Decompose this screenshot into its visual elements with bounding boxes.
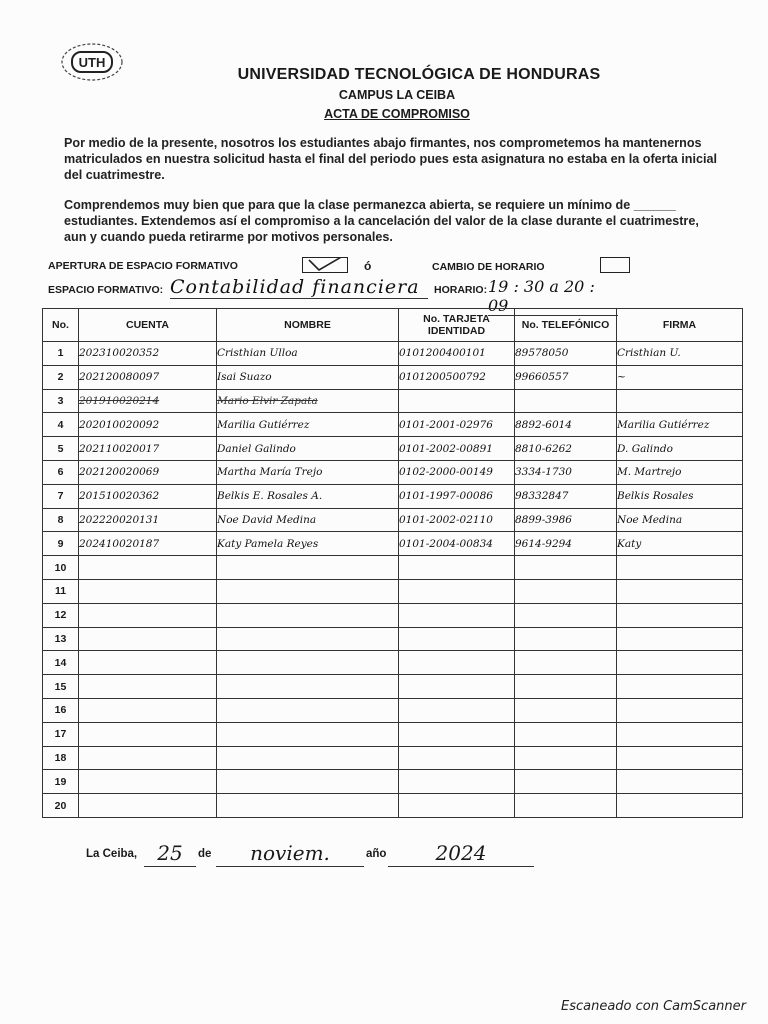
nombre-cell[interactable]: [217, 603, 399, 627]
telefono-cell-text: 3334-1730: [515, 466, 572, 479]
telefono-cell[interactable]: [515, 794, 617, 818]
row-number-text: 20: [54, 799, 67, 812]
check-mark-icon: [303, 258, 347, 272]
students-table-body: [43, 342, 743, 818]
identidad-cell[interactable]: [399, 342, 515, 366]
firma-cell[interactable]: [617, 627, 743, 651]
nombre-cell[interactable]: [217, 532, 399, 556]
nombre-cell[interactable]: [217, 722, 399, 746]
firma-cell-text: Marilia Gutiérrez: [617, 418, 710, 431]
telefono-cell[interactable]: [515, 342, 617, 366]
cuenta-cell-text: 202120020069: [79, 466, 160, 479]
cuenta-cell-text: 201510020362: [79, 490, 160, 503]
cuenta-cell[interactable]: [79, 484, 217, 508]
header-nombre: NOMBRE: [217, 309, 399, 342]
nombre-cell[interactable]: [217, 484, 399, 508]
identidad-cell[interactable]: [399, 651, 515, 675]
telefono-cell-text: 8892-6014: [515, 418, 572, 431]
nombre-cell[interactable]: [217, 627, 399, 651]
cuenta-cell[interactable]: [79, 722, 217, 746]
telefono-cell[interactable]: [515, 651, 617, 675]
row-number: [43, 556, 79, 580]
year-field[interactable]: 2024: [388, 848, 534, 867]
cuenta-cell-text: 202120080097: [79, 371, 160, 384]
row-number-text: 18: [54, 751, 67, 764]
firma-cell[interactable]: [617, 484, 743, 508]
telefono-cell[interactable]: [515, 770, 617, 794]
firma-cell-text: Belkis Rosales: [617, 490, 694, 503]
row-number-text: 11: [54, 585, 67, 598]
table-row: [43, 770, 743, 794]
identidad-cell[interactable]: [399, 770, 515, 794]
nombre-cell[interactable]: [217, 651, 399, 675]
campus-name: CAMPUS LA CEIBA: [338, 88, 456, 102]
row-number: [43, 603, 79, 627]
firma-cell[interactable]: [617, 437, 743, 461]
cuenta-cell[interactable]: [79, 437, 217, 461]
table-row: [43, 651, 743, 675]
nombre-cell-text: Noe David Medina: [217, 513, 317, 526]
identidad-cell[interactable]: [399, 532, 515, 556]
identidad-cell[interactable]: [399, 413, 515, 437]
identidad-cell[interactable]: [399, 389, 515, 413]
table-header-row: [43, 309, 743, 342]
telefono-cell-text: 89578050: [515, 347, 569, 360]
row-number: [43, 342, 79, 366]
firma-cell[interactable]: [617, 651, 743, 675]
nombre-cell[interactable]: [217, 389, 399, 413]
nombre-cell[interactable]: [217, 437, 399, 461]
camscanner-watermark: Escaneado con CamScanner: [560, 999, 746, 1014]
header-no: No.: [43, 309, 79, 342]
row-number-text: 15: [54, 680, 67, 693]
identidad-cell[interactable]: [399, 603, 515, 627]
firma-cell-text: Katy: [617, 537, 642, 550]
nombre-cell[interactable]: [217, 675, 399, 699]
row-number-text: 19: [54, 775, 67, 788]
telefono-cell[interactable]: [515, 460, 617, 484]
row-number-text: 6: [57, 466, 64, 479]
row-number: [43, 651, 79, 675]
telefono-cell[interactable]: [515, 389, 617, 413]
table-row: [43, 746, 743, 770]
row-number-text: 5: [57, 442, 64, 455]
firma-cell-text: D. Galindo: [617, 442, 673, 455]
identidad-cell-text: 0101-1997-00086: [399, 490, 493, 503]
firma-cell[interactable]: [617, 675, 743, 699]
apertura-label: APERTURA DE ESPACIO FORMATIVO: [48, 260, 238, 272]
identidad-cell[interactable]: [399, 437, 515, 461]
identidad-cell[interactable]: [399, 579, 515, 603]
identidad-cell[interactable]: [399, 722, 515, 746]
nombre-cell[interactable]: [217, 698, 399, 722]
de-label: de: [198, 848, 212, 860]
nombre-cell-text: Marilia Gutiérrez: [217, 418, 310, 431]
telefono-cell[interactable]: [515, 722, 617, 746]
table-row: [43, 675, 743, 699]
table-row: [43, 365, 743, 389]
table-row: [43, 389, 743, 413]
header-firma: FIRMA: [617, 309, 743, 342]
telefono-cell[interactable]: [515, 627, 617, 651]
horario-field[interactable]: 19 : 30 a 20 : 09: [488, 277, 618, 316]
horario-label: HORARIO:: [434, 284, 488, 296]
cuenta-cell-text: 202220020131: [79, 513, 160, 526]
header-identidad: No. TARJETA IDENTIDAD: [399, 309, 515, 342]
nombre-cell[interactable]: [217, 770, 399, 794]
firma-cell[interactable]: [617, 770, 743, 794]
table-row: [43, 460, 743, 484]
cuenta-cell[interactable]: [79, 675, 217, 699]
cuenta-cell[interactable]: [79, 532, 217, 556]
table-row: [43, 556, 743, 580]
row-number-text: 10: [54, 561, 67, 574]
firma-cell-text: M. Martrejo: [617, 466, 682, 479]
row-number: [43, 484, 79, 508]
telefono-cell[interactable]: [515, 698, 617, 722]
row-number: [43, 508, 79, 532]
day-field[interactable]: 25: [144, 848, 196, 867]
identidad-cell[interactable]: [399, 484, 515, 508]
nombre-cell[interactable]: [217, 746, 399, 770]
cuenta-cell[interactable]: [79, 770, 217, 794]
telefono-cell[interactable]: [515, 675, 617, 699]
table-row: [43, 508, 743, 532]
row-number-text: 4: [57, 418, 64, 431]
header-telefono: No. TELEFÓNICO: [515, 309, 617, 342]
nombre-cell[interactable]: [217, 460, 399, 484]
telefono-cell-text: 8810-6262: [515, 442, 572, 455]
row-number: [43, 532, 79, 556]
firma-cell[interactable]: [617, 365, 743, 389]
cuenta-cell-text: 202410020187: [79, 537, 160, 550]
table-row: [43, 532, 743, 556]
identidad-cell-text: 0102-2000-00149: [399, 466, 493, 479]
document-title: ACTA DE COMPROMISO: [324, 107, 470, 121]
document-header: [0, 66, 768, 121]
firma-cell[interactable]: [617, 698, 743, 722]
cuenta-cell[interactable]: [79, 365, 217, 389]
cuenta-cell[interactable]: [79, 460, 217, 484]
telefono-cell[interactable]: [515, 556, 617, 580]
cambio-horario-label: CAMBIO DE HORARIO: [432, 261, 545, 273]
identidad-cell-text: 0101-2001-02976: [399, 418, 493, 431]
row-number: [43, 675, 79, 699]
cuenta-cell-text: 202310020352: [79, 347, 160, 360]
cuenta-cell[interactable]: [79, 603, 217, 627]
cuenta-cell-text: 202110020017: [79, 442, 160, 455]
cuenta-cell[interactable]: [79, 651, 217, 675]
telefono-cell[interactable]: [515, 508, 617, 532]
identidad-cell[interactable]: [399, 460, 515, 484]
row-number: [43, 365, 79, 389]
cuenta-cell[interactable]: [79, 342, 217, 366]
row-number: [43, 627, 79, 651]
firma-cell-text: Noe Medina: [617, 513, 683, 526]
row-number: [43, 722, 79, 746]
cuenta-cell[interactable]: [79, 413, 217, 437]
svg-text:UTH: UTH: [78, 55, 106, 70]
identidad-cell[interactable]: [399, 746, 515, 770]
nombre-cell[interactable]: [217, 365, 399, 389]
row-number: [43, 698, 79, 722]
nombre-cell[interactable]: [217, 413, 399, 437]
identidad-cell[interactable]: [399, 508, 515, 532]
identidad-cell-text: 0101-2002-00891: [399, 442, 493, 455]
row-number-text: 2: [57, 371, 64, 384]
table-row: [43, 722, 743, 746]
espacio-formativo-row: [48, 276, 648, 315]
identidad-cell[interactable]: [399, 698, 515, 722]
apertura-checkbox[interactable]: [302, 257, 348, 273]
cuenta-cell[interactable]: [79, 579, 217, 603]
table-row: [43, 603, 743, 627]
telefono-cell[interactable]: [515, 437, 617, 461]
cambio-horario-checkbox[interactable]: [600, 257, 630, 273]
nombre-cell[interactable]: [217, 342, 399, 366]
identidad-cell-text: 0101200400101: [399, 347, 486, 360]
cuenta-cell[interactable]: [79, 627, 217, 651]
header-cuenta: CUENTA: [79, 309, 217, 342]
firma-cell[interactable]: [617, 532, 743, 556]
row-number-text: 9: [57, 537, 64, 550]
cuenta-cell[interactable]: [79, 556, 217, 580]
telefono-cell[interactable]: [515, 484, 617, 508]
cuenta-cell[interactable]: [79, 794, 217, 818]
table-row: [43, 579, 743, 603]
identidad-cell[interactable]: [399, 794, 515, 818]
nombre-cell-text: Katy Pamela Reyes: [217, 537, 319, 550]
cuenta-cell[interactable]: [79, 389, 217, 413]
row-number-text: 1: [57, 347, 64, 360]
row-number: [43, 413, 79, 437]
identidad-cell[interactable]: [399, 627, 515, 651]
firma-cell[interactable]: [617, 389, 743, 413]
row-number: [43, 746, 79, 770]
identidad-cell-text: 0101200500792: [399, 371, 486, 384]
telefono-cell[interactable]: [515, 603, 617, 627]
row-number-text: 3: [57, 394, 64, 407]
university-name: UNIVERSIDAD TECNOLÓGICA DE HONDURAS: [237, 66, 601, 83]
or-label: ó: [364, 259, 372, 273]
row-number: [43, 389, 79, 413]
year-label: año: [366, 848, 387, 860]
table-row: [43, 437, 743, 461]
row-number-text: 16: [54, 704, 67, 717]
firma-cell[interactable]: [617, 579, 743, 603]
nombre-cell[interactable]: [217, 579, 399, 603]
firma-cell[interactable]: [617, 508, 743, 532]
cuenta-cell-text: 202010020092: [79, 418, 160, 431]
table-row: [43, 484, 743, 508]
telefono-cell[interactable]: [515, 365, 617, 389]
row-number-text: 7: [57, 490, 64, 503]
nombre-cell[interactable]: [217, 556, 399, 580]
telefono-cell[interactable]: [515, 532, 617, 556]
city-label: La Ceiba,: [86, 848, 138, 860]
identidad-cell[interactable]: [399, 556, 515, 580]
row-number: [43, 770, 79, 794]
cuenta-cell[interactable]: [79, 698, 217, 722]
nombre-cell[interactable]: [217, 794, 399, 818]
signature-date-line: [86, 840, 566, 870]
telefono-cell-text: 8899-3986: [515, 513, 572, 526]
row-number-text: 14: [54, 656, 67, 669]
row-number-text: 17: [54, 728, 67, 741]
firma-cell-text: Cristhian U.: [617, 347, 681, 360]
table-row: [43, 794, 743, 818]
firma-cell[interactable]: [617, 342, 743, 366]
month-field[interactable]: noviem.: [216, 848, 364, 867]
telefono-cell[interactable]: [515, 413, 617, 437]
table-row: [43, 342, 743, 366]
row-number: [43, 437, 79, 461]
row-number-text: 8: [57, 513, 64, 526]
cuenta-cell[interactable]: [79, 746, 217, 770]
firma-cell[interactable]: [617, 603, 743, 627]
identidad-cell[interactable]: [399, 675, 515, 699]
firma-cell[interactable]: [617, 413, 743, 437]
commitment-paragraph: Por medio de la presente, nosotros los estudiantes abajo firmantes, nos comprometemos ha mantenernos matriculados en nuestra solicitud hasta el final del periodo pues esta asignatura no estaba en la oferta inicial del cuatrimestre.: [64, 136, 717, 182]
minimum-students-paragraph: Comprendemos muy bien que para que la clase permanezca abierta, se requiere un mínimo de ______ estudiantes. Extendemos así el compromiso a la cancelación del valor de la clase durante el cuatrimestre, aun y cuando pueda retirarme por motivos personales.: [64, 198, 699, 244]
telefono-cell[interactable]: [515, 579, 617, 603]
nombre-cell-text: Belkis E. Rosales A.: [217, 490, 323, 503]
identidad-cell-text: 0101-2002-02110: [399, 513, 493, 526]
firma-cell[interactable]: [617, 556, 743, 580]
nombre-cell[interactable]: [217, 508, 399, 532]
firma-cell[interactable]: [617, 460, 743, 484]
nombre-cell-text: Mario Elvir Zapata: [217, 394, 318, 407]
telefono-cell-text: 99660557: [515, 371, 569, 384]
nombre-cell-text: Cristhian Ulloa: [217, 347, 298, 360]
table-row: [43, 627, 743, 651]
row-number: [43, 794, 79, 818]
row-number: [43, 579, 79, 603]
nombre-cell-text: Martha María Trejo: [217, 466, 323, 479]
espacio-formativo-label: ESPACIO FORMATIVO:: [48, 284, 164, 296]
espacio-formativo-field[interactable]: Contabilidad financiera: [170, 276, 428, 299]
row-number: [43, 460, 79, 484]
nombre-cell-text: Daniel Galindo: [217, 442, 296, 455]
table-row: [43, 413, 743, 437]
firma-cell[interactable]: [617, 722, 743, 746]
identidad-cell[interactable]: [399, 365, 515, 389]
students-table: [42, 308, 743, 818]
nombre-cell-text: Isai Suazo: [217, 371, 272, 384]
row-number-text: 13: [54, 632, 67, 645]
identidad-cell-text: 0101-2004-00834: [399, 537, 493, 550]
row-number-text: 12: [54, 609, 67, 622]
telefono-cell-text: 9614-9294: [515, 537, 572, 550]
telefono-cell-text: 98332847: [515, 490, 569, 503]
firma-cell-text: ~: [617, 371, 626, 384]
firma-cell[interactable]: [617, 746, 743, 770]
cuenta-cell-text: 201910020214: [79, 394, 160, 407]
cuenta-cell[interactable]: [79, 508, 217, 532]
table-row: [43, 698, 743, 722]
firma-cell[interactable]: [617, 794, 743, 818]
telefono-cell[interactable]: [515, 746, 617, 770]
